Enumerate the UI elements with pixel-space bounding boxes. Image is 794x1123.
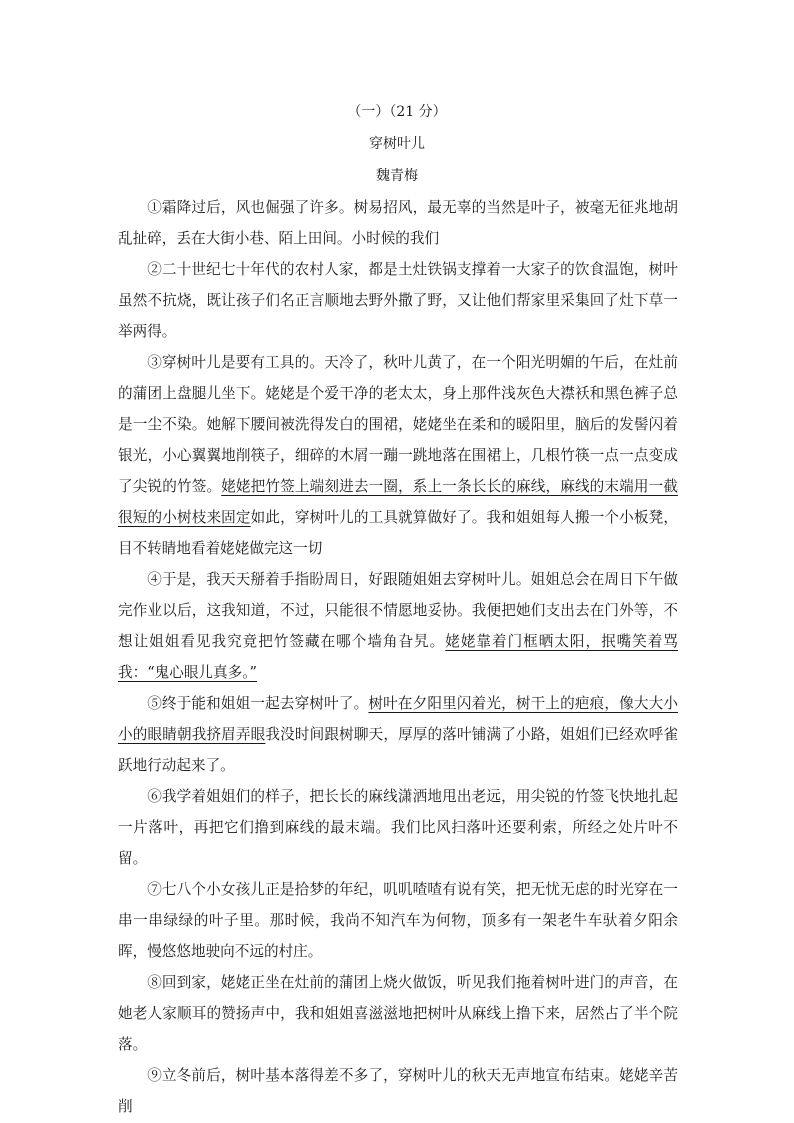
- paragraph-3-text-c: 如此，穿树叶儿的工具就算做好了。我和姐姐每人搬一个小板凳，目不转睛地看着姥姥做完这一切: [118, 509, 678, 557]
- paragraph-7: ⑦七八个小女孩儿正是拾梦的年纪，叽叽喳喳有说有笑，把无忧无虑的时光穿在一串一串绿绿的叶子里。那时候，我尚不知汽车为何物，顶多有一架老牛车驮着夕阳余晖，慢悠悠地驶向不远的村庄。: [118, 881, 678, 960]
- underlined-sentence-1: 姥姥把竹签上端刻进去一圈，系上一条长长的麻线，麻线的末端用一截很短的小树枝来固定: [118, 478, 678, 526]
- article-author: 魏青梅: [376, 168, 418, 184]
- paragraph-5-text-a: ⑤终于能和姐姐一起去穿树叶了。: [147, 695, 369, 712]
- paragraph-5: [118, 688, 678, 781]
- paragraph-8: ⑧回到家，姥姥正坐在灶前的蒲团上烧火做饭，听见我们拖着树叶进门的声音，在她老人家顺耳的赞扬声中，我和姐姐喜滋滋地把树叶从麻线上撸下来，居然占了半个院落。: [118, 974, 678, 1053]
- article-title: 穿树叶儿: [369, 136, 425, 152]
- paragraph-1: ①霜降过后，风也倔强了许多。树易招风，最无辜的当然是叶子，被毫无征兆地胡乱扯碎，丢在大街小巷、陌上田间。小时候的我们: [118, 199, 678, 247]
- paragraph-3: [118, 347, 678, 564]
- section-heading: （一）（21 分）: [347, 104, 447, 120]
- underlined-sentence-2: 姥姥靠着门框晒太阳，抿嘴笑着骂我：“鬼心眼儿真多。”: [118, 633, 678, 681]
- paragraph-4: [118, 564, 678, 688]
- article-body: [118, 192, 678, 1122]
- paragraph-6: ⑥我学着姐姐们的样子，把长长的麻线潇洒地甩出老远，用尖锐的竹签飞快地扎起一片落叶，再把它们撸到麻线的最末端。我们比风扫落叶还要利索，所经之处片叶不留。: [118, 788, 678, 867]
- paragraph-4-text-a: ④于是，我天天掰着手指盼周日，好跟随姐姐去穿树叶儿。姐姐总会在周日下午做完作业以后，这我知道，不过，只能很不情愿地妥协。我便把她们支出去在门外等，不想让姐姐看见我究竟把竹签藏在哪个墙角旮旯。: [118, 571, 678, 650]
- paragraph-9: ⑨立冬前后，树叶基本落得差不多了，穿树叶儿的秋天无声地宣布结束。姥姥辛苦削: [118, 1067, 678, 1115]
- paragraph-3-text-a: ③穿树叶儿是要有工具的。天冷了，秋叶儿黄了，在一个阳光明媚的午后，在灶前的蒲团上盘腿儿坐下。姥姥是个爱干净的老太太，身上那件浅灰色大襟袄和黑色裤子总是一尘不染。她解下腰间被洗得发白的围裙，姥姥坐在柔和的暖阳里，脑后的发髻闪着银光，小心翼翼地削筷子，细碎的木屑一蹦一跳地落在围裙上，几根竹筷一点一点变成了尖锐的竹签。: [118, 354, 678, 495]
- paragraph-2: ②二十世纪七十年代的农村人家，都是土灶铁锅支撑着一大家子的饮食温饱，树叶虽然不抗烧，既让孩子们名正言顺地去野外撒了野，又让他们帮家里采集回了灶下草一举两得。: [118, 261, 678, 340]
- paragraph-5-text-c: 我没时间跟树聊天，厚厚的落叶铺满了小路，姐姐们已经欢呼雀跃地行动起来了。: [118, 726, 678, 774]
- underlined-sentence-3: 树叶在夕阳里闪着光，树干上的疤痕，像大大小小的眼睛朝我挤眉弄眼: [118, 695, 678, 743]
